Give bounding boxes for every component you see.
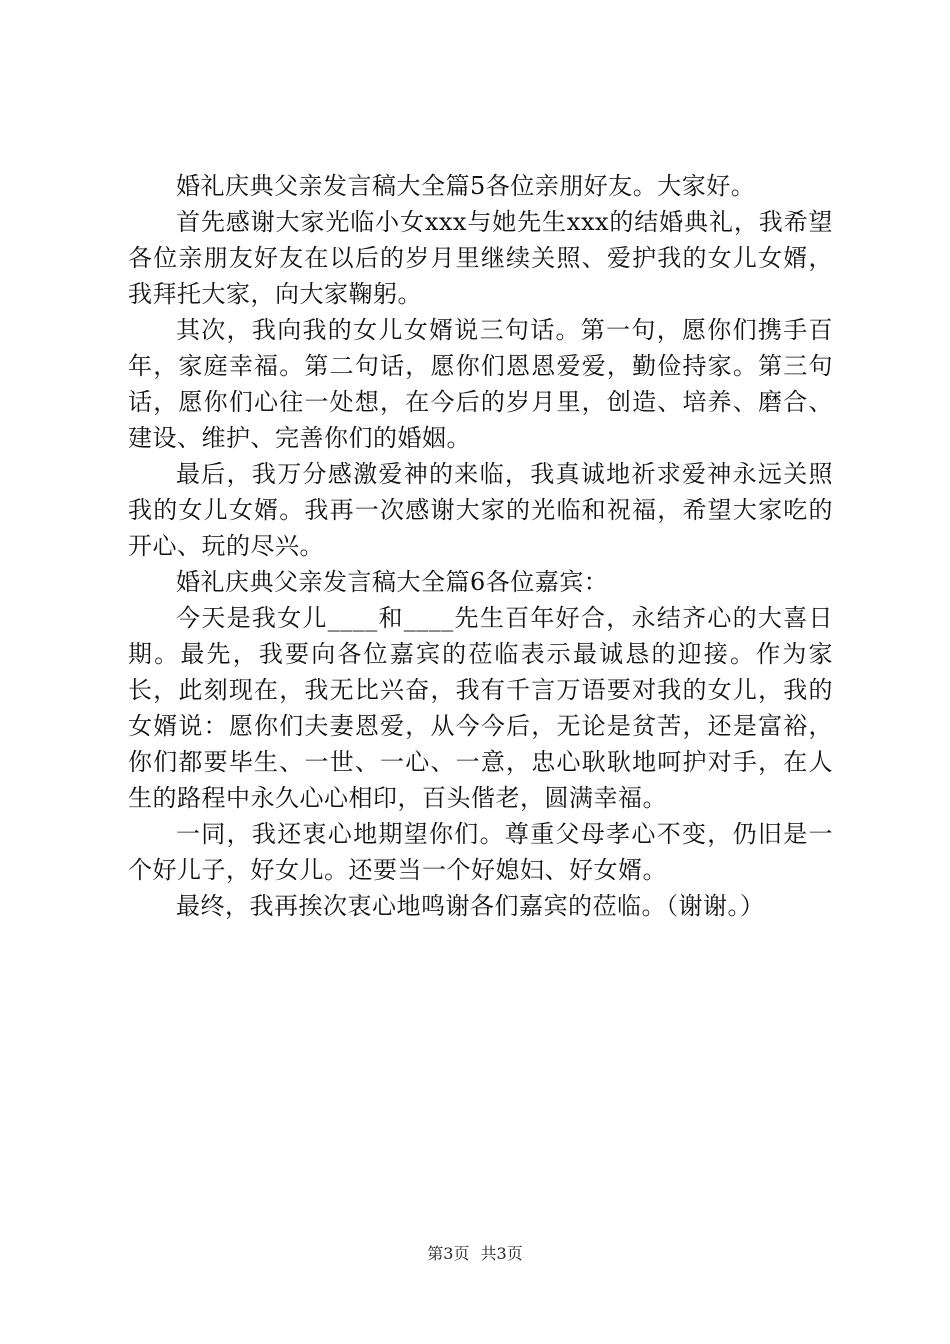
document-body	[128, 168, 833, 924]
paragraph-4: 最后，我万分感激爱神的来临，我真诚地祈求爱神永远关照我的女儿女婿。我再一次感谢大家的光临和祝福，希望大家吃的开心、玩的尽兴。	[128, 460, 833, 560]
page-total: 共3页	[480, 1244, 523, 1263]
paragraph-7: 一同，我还衷心地期望你们。尊重父母孝心不变，仍旧是一个好儿子，好女儿。还要当一个好媳妇、好女婿。	[128, 820, 833, 884]
paragraph-5: 婚礼庆典父亲发言稿大全篇6各位嘉宾：	[176, 568, 609, 596]
paragraph-8: 最终，我再挨次衷心地鸣谢各们嘉宾的莅临。（谢谢。）	[176, 892, 765, 920]
paragraph-1: 婚礼庆典父亲发言稿大全篇5各位亲朋好友。大家好。	[176, 172, 756, 200]
paragraph-6: 今天是我女儿____和____先生百年好合，永结齐心的大喜日期。最先，我要向各位嘉宾的莅临表示最诚恳的迎接。作为家长，此刻现在，我无比兴奋，我有千言万语要对我的女儿，我的女婿说：愿你们夫妻恩爱，从今今后，无论是贫苦，还是富裕，你们都要毕生、一世、一心、一意，忠心耿耿地呵护对手，在人生的路程中永久心心相印，百头偕老，圆满幸福。	[128, 604, 833, 812]
paragraph-3: 其次，我向我的女儿女婿说三句话。第一句，愿你们携手百年，家庭幸福。第二句话，愿你们恩恩爱爱，勤俭持家。第三句话，愿你们心往一处想，在今后的岁月里，创造、培养、磨合、建设、维护、完善你们的婚姻。	[128, 316, 833, 452]
page-footer	[0, 1242, 950, 1266]
paragraph-2: 首先感谢大家光临小女xxx与她先生xxx的结婚典礼，我希望各位亲朋友好友在以后的岁月里继续关照、爱护我的女儿女婿，我拜托大家，向大家鞠躬。	[128, 208, 833, 308]
page-number: 第3页	[427, 1244, 470, 1263]
